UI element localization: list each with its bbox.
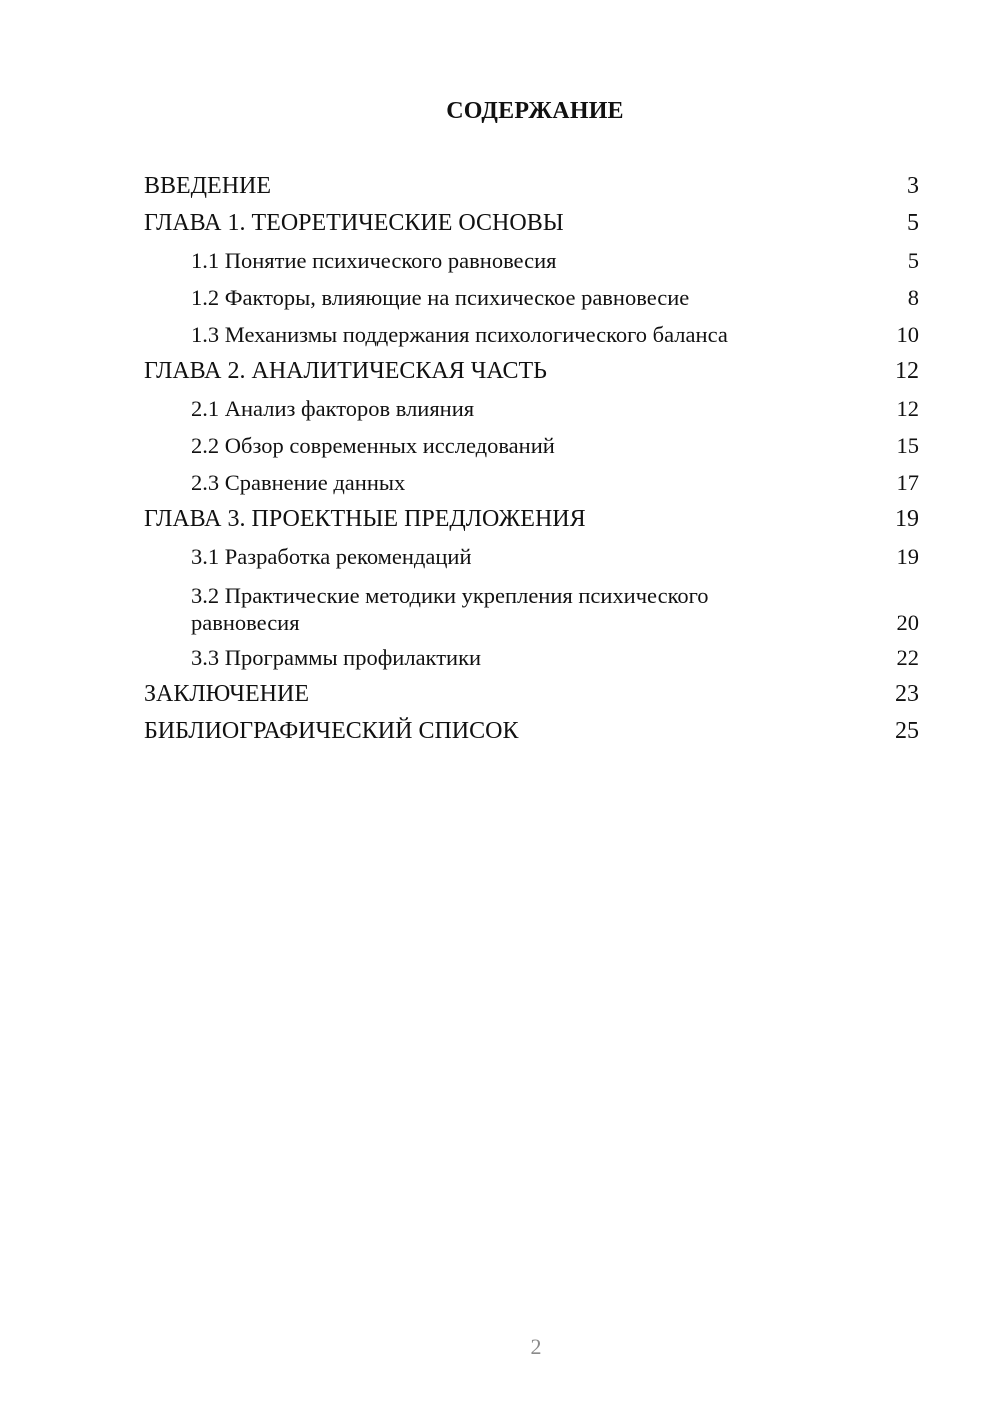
toc-entry-section-1-2 [144, 279, 919, 316]
toc-entry-page: 25 [895, 718, 919, 744]
toc-entry-section-1-1 [144, 242, 919, 279]
toc-entry-label: 2.3 Сравнение данных [191, 470, 406, 495]
toc-entry-label: ГЛАВА 1. ТЕОРЕТИЧЕСКИЕ ОСНОВЫ [144, 210, 564, 236]
toc-entry-label: ЗАКЛЮЧЕНИЕ [144, 681, 309, 707]
toc-entry-page: 5 [907, 210, 919, 236]
toc-entry-chapter-1 [144, 205, 919, 242]
toc-entry-page: 19 [895, 506, 919, 532]
toc-entry-page: 15 [896, 433, 919, 458]
toc-entry-label: 2.2 Обзор современных исследований [191, 433, 555, 458]
toc-entry-section-1-3 [144, 316, 919, 353]
toc-entry-section-3-3 [144, 639, 919, 676]
toc-entry-label: 1.2 Факторы, влияющие на психическое равновесие [191, 285, 690, 310]
toc-entry-chapter-2 [144, 353, 919, 390]
toc-entry-label: ВВЕДЕНИЕ [144, 173, 272, 199]
toc-entry-section-3-2 [144, 575, 919, 639]
toc-entry-label: 1.3 Механизмы поддержания психологического баланса [191, 322, 728, 347]
toc-entry-page: 10 [896, 322, 919, 347]
toc-entry-introduction [144, 168, 919, 205]
toc-entry-label: БИБЛИОГРАФИЧЕСКИЙ СПИСОК [144, 718, 519, 744]
toc-entry-page: 19 [896, 544, 919, 569]
toc-entry-label: 3.1 Разработка рекомендаций [191, 544, 472, 569]
toc-entry-section-2-2 [144, 427, 919, 464]
toc-entry-page: 3 [907, 173, 919, 199]
toc-entry-page: 17 [896, 470, 919, 495]
toc-entry-page: 5 [907, 248, 919, 273]
toc-entry-label: 2.1 Анализ факторов влияния [191, 396, 475, 421]
toc-entry-page: 12 [895, 358, 919, 384]
toc-entry-chapter-3 [144, 501, 919, 538]
toc-entry-section-3-1 [144, 538, 919, 575]
toc-entry-label: 1.1 Понятие психического равновесия [191, 248, 557, 273]
toc-entry-page: 12 [896, 396, 919, 421]
toc-entry-page: 23 [895, 681, 919, 707]
toc-entry-page: 22 [896, 645, 919, 670]
toc-entry-section-2-3 [144, 464, 919, 501]
toc-entry-label: ГЛАВА 3. ПРОЕКТНЫЕ ПРЕДЛОЖЕНИЯ [144, 506, 586, 532]
toc-entry-label: ГЛАВА 2. АНАЛИТИЧЕСКАЯ ЧАСТЬ [144, 358, 547, 384]
toc-entry-bibliography [144, 713, 919, 750]
toc-entry-label: 3.3 Программы профилактики [191, 645, 482, 670]
toc-entry-page: 8 [907, 285, 919, 310]
toc-entry-section-2-1 [144, 390, 919, 427]
toc-entry-page: 20 [896, 610, 919, 635]
toc-entry-conclusion [144, 676, 919, 713]
table-of-contents [144, 168, 919, 750]
page-title: СОДЕРЖАНИЕ [446, 98, 624, 124]
toc-entry-label: 3.2 Практические методики укрепления психического равновесия [191, 583, 709, 635]
page-number: 2 [530, 1334, 542, 1359]
